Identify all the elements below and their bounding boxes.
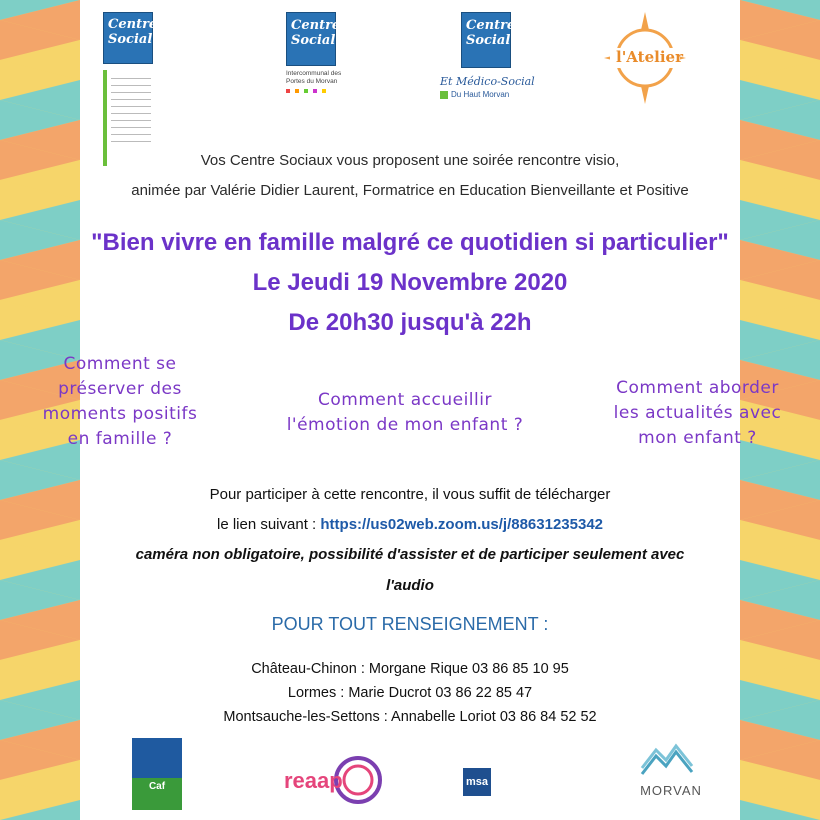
renseignement-heading: POUR TOUT RENSEIGNEMENT : [271, 614, 549, 634]
event-title: "Bien vivre en famille malgré ce quotidien si particulier" [91, 229, 729, 256]
link-line: le lien suivant : https://us02web.zoom.us/j/88631235342 [216, 516, 604, 533]
centre-social-logo-1: Centre Social [103, 12, 155, 154]
morvan-logo: MORVAN [636, 738, 706, 810]
mountain-icon [636, 738, 706, 778]
camera-note-1: caméra non obligatoire, possibilité d'assister et de participer seulement avec [135, 546, 685, 563]
centre-social-logo-3: Centre Social Et Médico-Social Du Haut Morvan [440, 12, 536, 108]
contact-lormes: Lormes : Marie Ducrot 03 86 22 85 47 [287, 685, 533, 701]
question-positive-moments: Comment se préserver des moments positifs en famille ? [42, 354, 198, 449]
atelier-logo: l'Atelier [600, 10, 690, 105]
zoom-link[interactable]: https://us02web.zoom.us/j/88631235342 [320, 516, 604, 533]
question-news: Comment aborder les actualités avec mon enfant ? [613, 378, 782, 448]
intro-line-1: Vos Centre Sociaux vous proposent une soirée rencontre visio, [200, 152, 620, 169]
event-date: Le Jeudi 19 Novembre 2020 [252, 269, 568, 296]
camera-note-2: l'audio [386, 577, 434, 594]
contact-montsauche: Montsauche-les-Settons : Annabelle Loriot 03 86 84 52 52 [223, 709, 597, 725]
caf-logo: Caf [132, 738, 182, 810]
intro-line-2: animée par Valérie Didier Laurent, Formatrice en Education Bienveillante et Positive [131, 182, 689, 199]
question-child-emotion: Comment accueillir l'émotion de mon enfant ? [286, 390, 524, 435]
reaap-logo: reaap [282, 752, 382, 808]
event-time: De 20h30 jusqu'à 22h [288, 309, 532, 336]
msa-logo: msa [463, 768, 531, 800]
participation-text: Pour participer à cette rencontre, il vous suffit de télécharger [209, 486, 611, 503]
contact-chateau-chinon: Château-Chinon : Morgane Rique 03 86 85 10 95 [251, 661, 569, 677]
centre-social-logo-2: Centre Social Intercommunal des Portes du Morvan [286, 12, 342, 112]
